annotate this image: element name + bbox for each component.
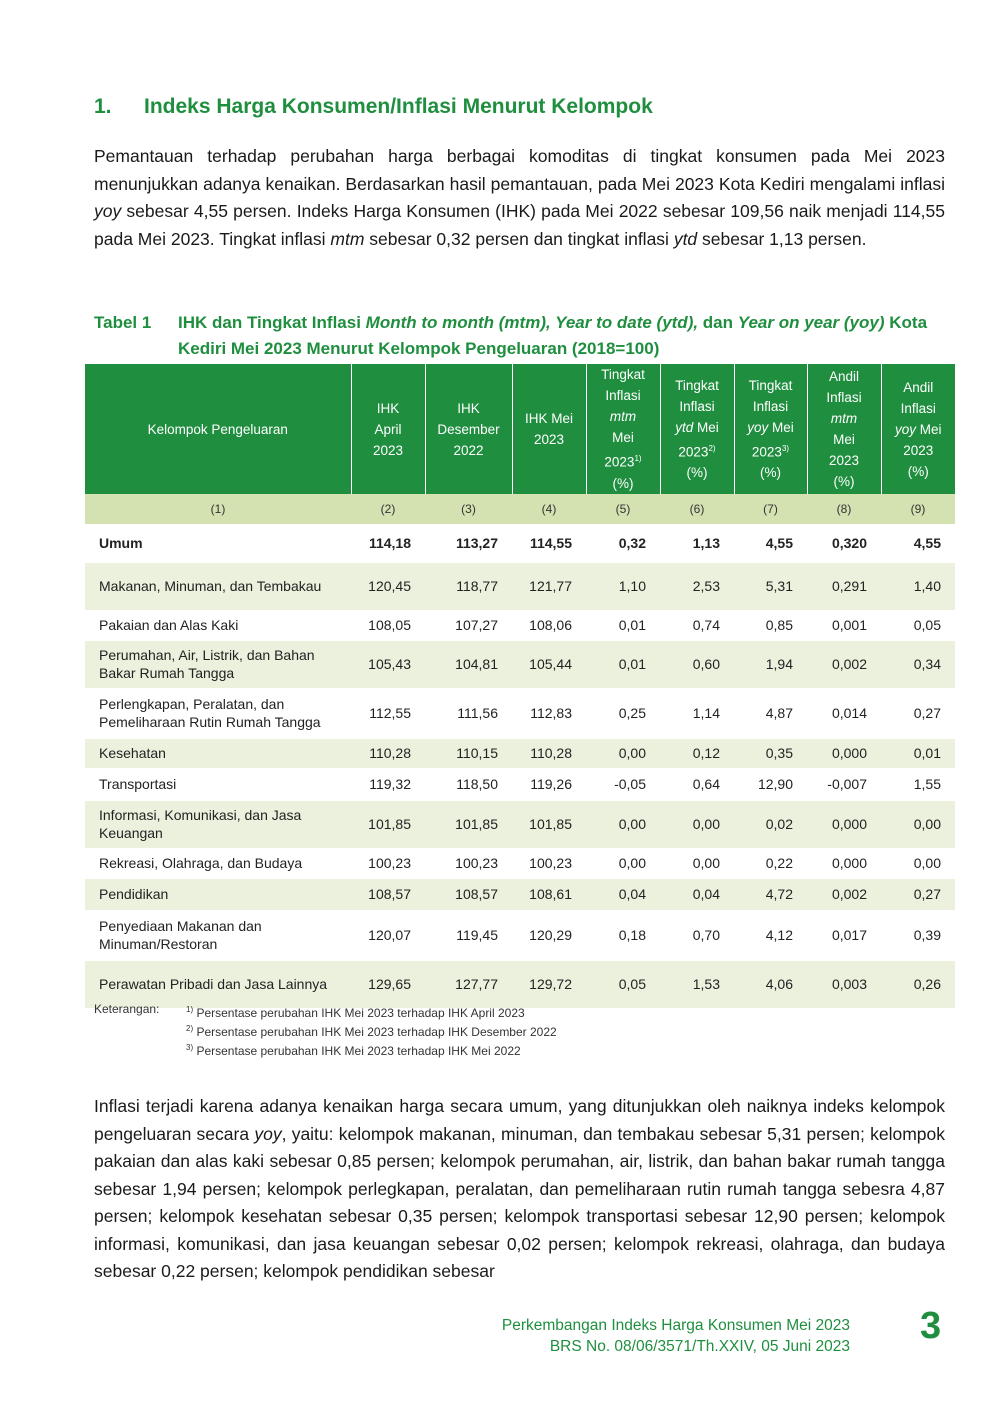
table-cell: 0,001 bbox=[807, 610, 881, 640]
table-cell: 101,85 bbox=[512, 800, 586, 848]
table-cell: 1,10 bbox=[586, 562, 660, 610]
table-cell: 0,002 bbox=[807, 878, 881, 910]
table-cell: 0,014 bbox=[807, 688, 881, 738]
table-cell: 0,003 bbox=[807, 960, 881, 1008]
table-cell: 121,77 bbox=[512, 562, 586, 610]
text-span: Inflasi terjadi karena adanya kenaikan harga secara umum, yang ditunjukkan oleh naiknya indeks kelompok pengeluaran secara bbox=[94, 1096, 945, 1144]
kelompok-name: Perlengkapan, Peralatan, dan Pemeliharaan Rutin Rumah Tangga bbox=[85, 688, 351, 738]
table-cell: 0,01 bbox=[586, 610, 660, 640]
analysis-paragraph bbox=[94, 1093, 945, 1286]
kelompok-name: Perumahan, Air, Listrik, dan Bahan Bakar Rumah Tangga bbox=[85, 640, 351, 688]
table-cell: 0,85 bbox=[734, 610, 807, 640]
table-cell: 108,61 bbox=[512, 878, 586, 910]
table-cell: 4,12 bbox=[734, 910, 807, 960]
table-cell: 119,26 bbox=[512, 768, 586, 800]
table-row bbox=[85, 800, 955, 848]
table-cell: 105,44 bbox=[512, 640, 586, 688]
kelompok-name: Transportasi bbox=[85, 768, 351, 800]
table-cell: 0,05 bbox=[586, 960, 660, 1008]
table-cell: 108,57 bbox=[351, 878, 425, 910]
col-number: (1) bbox=[85, 494, 351, 524]
table-cell: 129,65 bbox=[351, 960, 425, 1008]
col-header-kelompok: Kelompok Pengeluaran bbox=[85, 364, 351, 494]
text-span: , yaitu: kelompok makanan, minuman, dan tembakau sebesar 5,31 persen; kelompok pakaian dan alas kaki sebesar 0,85 persen; kelompok perumahan, air, listrik, dan bahan bakar rumah tangga sebesar 1,94 persen; kelompok perlegkapan, peralatan, dan pemeliharaan rutin rumah tangga sebesra 4,87 persen; kelompok kesehatan sebesar 0,35 persen; kelompok transportasi sebesar 12,90 persen; kelompok informasi, komunikasi, dan jasa keuangan sebesar 0,02 persen; kelompok rekreasi, olahraga, dan budaya sebesar 0,22 persen; kelompok pendidikan sebesar bbox=[94, 1123, 946, 1281]
intro-paragraph bbox=[94, 143, 945, 253]
table-cell: 104,81 bbox=[425, 640, 512, 688]
col-header-ihk-april: IHK April 2023 bbox=[351, 364, 425, 494]
table-cell: 101,85 bbox=[351, 800, 425, 848]
table-cell: 120,29 bbox=[512, 910, 586, 960]
kelompok-name: Pakaian dan Alas Kaki bbox=[85, 610, 351, 640]
text-span: sebesar 1,13 persen. bbox=[697, 228, 867, 249]
kelompok-name: Informasi, Komunikasi, dan Jasa Keuangan bbox=[85, 800, 351, 848]
table-cell: -0,007 bbox=[807, 768, 881, 800]
table-cell: 118,50 bbox=[425, 768, 512, 800]
table-cell: 114,18 bbox=[351, 524, 425, 562]
table-row bbox=[85, 960, 955, 1008]
table-cell: 0,27 bbox=[881, 688, 955, 738]
table-cell: 0,00 bbox=[586, 848, 660, 878]
table-cell: 110,15 bbox=[425, 738, 512, 768]
table-cell: 1,55 bbox=[881, 768, 955, 800]
col-number: (2) bbox=[351, 494, 425, 524]
table-row-umum bbox=[85, 524, 955, 562]
table-cell: 4,72 bbox=[734, 878, 807, 910]
col-number: (7) bbox=[734, 494, 807, 524]
table-cell: 0,00 bbox=[881, 848, 955, 878]
table-cell: 12,90 bbox=[734, 768, 807, 800]
col-header-andil-mtm: Andil Inflasi mtm Mei 2023 (%) bbox=[807, 364, 881, 494]
table-cell: 4,55 bbox=[734, 524, 807, 562]
table-cell: 0,64 bbox=[660, 768, 734, 800]
text-span: sebesar 4,55 persen. Indeks Harga Konsumen (IHK) pada Mei 2022 sebesar 109,56 naik menjadi 114,55 pada Mei 2023. Tingkat inflasi bbox=[94, 201, 945, 249]
text-span: IHK dan Tingkat Inflasi bbox=[178, 313, 366, 332]
table-cell: 114,55 bbox=[512, 524, 586, 562]
table-cell: 0,291 bbox=[807, 562, 881, 610]
footer-brs-number: BRS No. 08/06/3571/Th.XXIV, 05 Juni 2023 bbox=[549, 1338, 850, 1355]
table-cell: 129,72 bbox=[512, 960, 586, 1008]
text-span: dan bbox=[698, 313, 738, 332]
table-cell: 2,53 bbox=[660, 562, 734, 610]
table-cell: 0,25 bbox=[586, 688, 660, 738]
page-footer bbox=[502, 1315, 850, 1357]
table-cell: 0,27 bbox=[881, 878, 955, 910]
col-header-inflasi-ytd: Tingkat Inflasi ytd Mei 2023$^{2)}$ (%) bbox=[660, 364, 734, 494]
table-cell: 127,77 bbox=[425, 960, 512, 1008]
table-cell: 100,23 bbox=[425, 848, 512, 878]
kelompok-name: Rekreasi, Olahraga, dan Budaya bbox=[85, 848, 351, 878]
italic-term: Year on year (yoy) bbox=[737, 313, 885, 332]
table-cell: 0,320 bbox=[807, 524, 881, 562]
table-row bbox=[85, 878, 955, 910]
table-cell: 0,39 bbox=[881, 910, 955, 960]
table-cell: 0,70 bbox=[660, 910, 734, 960]
section-number: 1. bbox=[94, 95, 112, 118]
text-span: Kota Kediri Mei 2023 Menurut Kelompok Pengeluaran (2018=100) bbox=[178, 313, 928, 358]
table-cell: 101,85 bbox=[425, 800, 512, 848]
table-cell: 110,28 bbox=[512, 738, 586, 768]
table-cell: 108,57 bbox=[425, 878, 512, 910]
table-cell: 0,35 bbox=[734, 738, 807, 768]
table-cell: 4,06 bbox=[734, 960, 807, 1008]
col-header-ihk-mei: IHK Mei 2023 bbox=[512, 364, 586, 494]
italic-term: ytd bbox=[673, 228, 698, 249]
table-cell: 1,94 bbox=[734, 640, 807, 688]
table-cell: 0,01 bbox=[586, 640, 660, 688]
note-item: $^{1)}$ Persentase perubahan IHK Mei 2023 terhadap IHK April 2023 bbox=[186, 1005, 525, 1020]
footer-title: Perkembangan Indeks Harga Konsumen Mei 2023 bbox=[501, 1317, 850, 1334]
table-cell: 100,23 bbox=[351, 848, 425, 878]
table-body bbox=[85, 524, 955, 1008]
table-cell: 4,87 bbox=[734, 688, 807, 738]
col-header-inflasi-mtm: Tingkat Inflasi mtm Mei 2023$^{1)}$ (%) bbox=[586, 364, 660, 494]
table-cell: 1,14 bbox=[660, 688, 734, 738]
table-cell: 0,01 bbox=[881, 738, 955, 768]
table-row bbox=[85, 688, 955, 738]
note-item: $^{3)}$ Persentase perubahan IHK Mei 2023 terhadap IHK Mei 2022 bbox=[186, 1043, 521, 1058]
table-cell: 0,05 bbox=[881, 610, 955, 640]
table-cell: 105,43 bbox=[351, 640, 425, 688]
italic-term: yoy bbox=[254, 1123, 282, 1144]
table-cell: 5,31 bbox=[734, 562, 807, 610]
table-row bbox=[85, 562, 955, 610]
table-cell: 0,18 bbox=[586, 910, 660, 960]
table-cell: 112,83 bbox=[512, 688, 586, 738]
table-cell: 0,000 bbox=[807, 800, 881, 848]
table-cell: 107,27 bbox=[425, 610, 512, 640]
italic-term: mtm bbox=[330, 228, 365, 249]
table-cell: 119,32 bbox=[351, 768, 425, 800]
col-number: (3) bbox=[425, 494, 512, 524]
table-cell: 112,55 bbox=[351, 688, 425, 738]
table-cell: 1,53 bbox=[660, 960, 734, 1008]
table-cell: 0,04 bbox=[586, 878, 660, 910]
table-cell: 108,06 bbox=[512, 610, 586, 640]
table-cell: 0,74 bbox=[660, 610, 734, 640]
col-header-andil-yoy: Andil Inflasi yoy Mei 2023 (%) bbox=[881, 364, 955, 494]
table-row bbox=[85, 610, 955, 640]
col-number: (8) bbox=[807, 494, 881, 524]
table-cell: 0,000 bbox=[807, 848, 881, 878]
table-cell: 0,002 bbox=[807, 640, 881, 688]
kelompok-name: Penyediaan Makanan dan Minuman/Restoran bbox=[85, 910, 351, 960]
table-cell: 0,000 bbox=[807, 738, 881, 768]
col-header-inflasi-yoy: Tingkat Inflasi yoy Mei 2023$^{3)}$ (%) bbox=[734, 364, 807, 494]
table-cell: 0,00 bbox=[586, 800, 660, 848]
table-cell: 0,26 bbox=[881, 960, 955, 1008]
col-number: (5) bbox=[586, 494, 660, 524]
table-cell: 0,32 bbox=[586, 524, 660, 562]
column-number-row bbox=[85, 494, 955, 524]
table-cell: 110,28 bbox=[351, 738, 425, 768]
table-cell: -0,05 bbox=[586, 768, 660, 800]
table-cell: 0,00 bbox=[586, 738, 660, 768]
table-cell: 0,04 bbox=[660, 878, 734, 910]
col-number: (6) bbox=[660, 494, 734, 524]
col-number: (4) bbox=[512, 494, 586, 524]
section-heading bbox=[94, 95, 954, 119]
table-cell: 1,13 bbox=[660, 524, 734, 562]
table-cell: 0,00 bbox=[660, 848, 734, 878]
table-cell: 4,55 bbox=[881, 524, 955, 562]
table-cell: 119,45 bbox=[425, 910, 512, 960]
table-row bbox=[85, 910, 955, 960]
table-cell: 120,45 bbox=[351, 562, 425, 610]
italic-term: yoy bbox=[94, 201, 122, 221]
col-header-ihk-desember: IHK Desember 2022 bbox=[425, 364, 512, 494]
table-cell: 1,40 bbox=[881, 562, 955, 610]
col-number: (9) bbox=[881, 494, 955, 524]
table-cell: 113,27 bbox=[425, 524, 512, 562]
table-cell: 0,22 bbox=[734, 848, 807, 878]
section-title: Indeks Harga Konsumen/Inflasi Menurut Kelompok bbox=[144, 95, 653, 118]
kelompok-name: Pendidikan bbox=[85, 878, 351, 910]
table-cell: 0,02 bbox=[734, 800, 807, 848]
table-row bbox=[85, 738, 955, 768]
table-cell: 0,00 bbox=[881, 800, 955, 848]
table-cell: 0,60 bbox=[660, 640, 734, 688]
kelompok-name: Makanan, Minuman, dan Tembakau bbox=[85, 562, 351, 610]
table-cell: 120,07 bbox=[351, 910, 425, 960]
note-item: $^{2)}$ Persentase perubahan IHK Mei 2023 terhadap IHK Desember 2022 bbox=[186, 1024, 557, 1039]
table-header-row bbox=[85, 364, 955, 494]
italic-term: Month to month (mtm), Year to date (ytd), bbox=[365, 313, 699, 332]
table-cell: 118,77 bbox=[425, 562, 512, 610]
table-row bbox=[85, 640, 955, 688]
kelompok-name: Kesehatan bbox=[85, 738, 351, 768]
kelompok-name: Perawatan Pribadi dan Jasa Lainnya bbox=[85, 960, 351, 1008]
page-number: 3 bbox=[920, 1305, 942, 1347]
table-cell: 111,56 bbox=[425, 688, 512, 738]
ihk-table bbox=[85, 364, 955, 1009]
text-span: Pemantauan terhadap perubahan harga berbagai komoditas di tingkat konsumen pada Mei 2023 menunjukkan adanya kenaikan. Berdasarkan hasil pemantauan, pada Mei 2023 Kota Kediri mengalami inflasi bbox=[94, 146, 945, 194]
notes-label: Keterangan: bbox=[94, 1002, 160, 1016]
kelompok-name: Umum bbox=[85, 524, 351, 562]
table-cell: 100,23 bbox=[512, 848, 586, 878]
table-cell: 0,12 bbox=[660, 738, 734, 768]
table-row bbox=[85, 848, 955, 878]
table-cell: 0,34 bbox=[881, 640, 955, 688]
table-cell: 0,00 bbox=[660, 800, 734, 848]
table-title bbox=[178, 310, 948, 362]
table-cell: 0,017 bbox=[807, 910, 881, 960]
table-row bbox=[85, 768, 955, 800]
table-cell: 108,05 bbox=[351, 610, 425, 640]
text-span: sebesar 0,32 persen dan tingkat inflasi bbox=[364, 228, 674, 249]
table-label: Tabel 1 bbox=[94, 313, 152, 332]
